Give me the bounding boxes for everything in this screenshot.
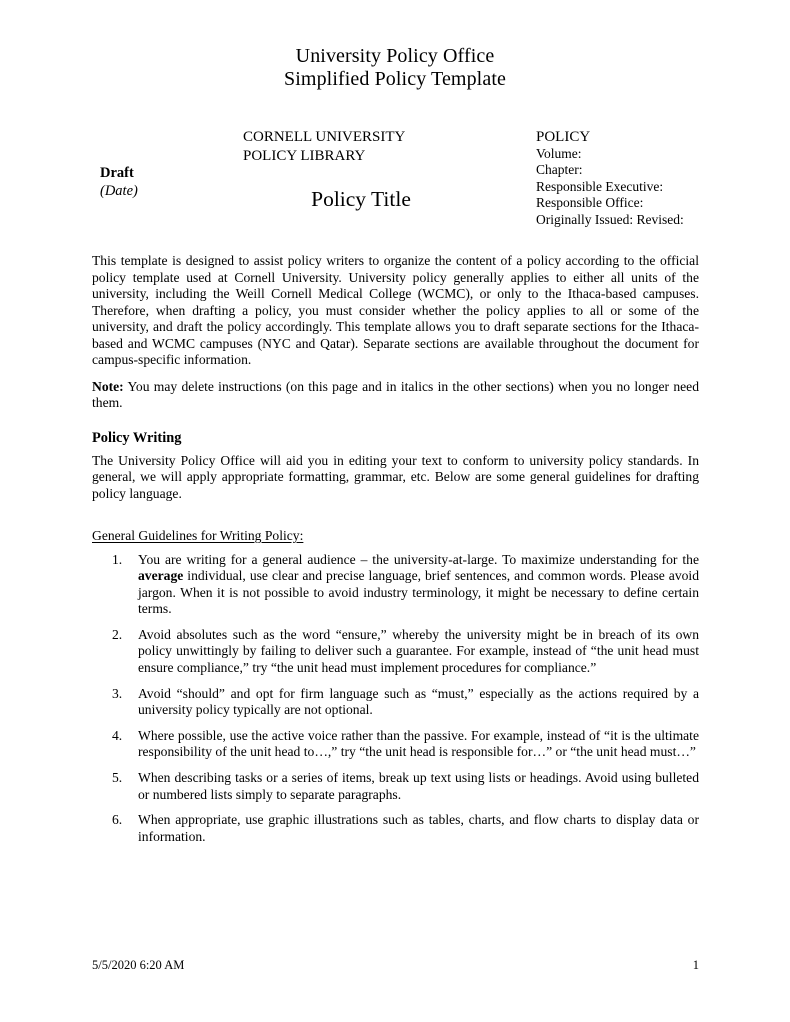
metadata-responsible-executive: Responsible Executive: — [536, 178, 664, 194]
document-body — [92, 253, 699, 845]
document-title-line-2: Simplified Policy Template — [284, 68, 506, 90]
guideline-item-6 — [92, 812, 699, 845]
policy-metadata-heading: POLICY — [536, 129, 591, 145]
policy-metadata-block — [536, 128, 706, 228]
metadata-originally-issued-revised: Originally Issued: Revised: — [536, 211, 684, 227]
guideline-item-2 — [92, 627, 699, 677]
draft-status-block — [100, 164, 138, 200]
guideline-item-5 — [92, 770, 699, 803]
metadata-responsible-office: Responsible Office: — [536, 195, 644, 211]
guideline-item-3 — [92, 686, 699, 719]
guideline-text: Where possible, use the active voice rather than the passive. For example, instead of “it is the ultimate responsibility of the unit head to…,” try “the unit head is responsible for…” or “the unit head must…” — [138, 727, 699, 760]
library-line-cornell-university: CORNELL UNIVERSITY — [243, 129, 406, 145]
section-heading-policy-writing: Policy Writing — [92, 429, 182, 446]
guideline-bold-term: average — [138, 568, 184, 584]
guideline-text-after-bold: individual, use clear and precise language, brief sentences, and common words. Please avoid jargon. When it is not possible to avoid industry terminology, it might be necessary to define certain terms. — [138, 568, 699, 617]
guidelines-list — [92, 552, 699, 846]
metadata-chapter: Chapter: — [536, 162, 583, 178]
draft-date-placeholder: (Date) — [100, 183, 138, 199]
guideline-text: Avoid absolutes such as the word “ensure,” whereby the university might be in breach of its own policy unwittingly by failing to deliver such a guarantee. For example, instead of “the unit head must ensure compliance,” try “the unit head must implement procedures for compliance.” — [138, 626, 699, 676]
footer-page-number: 1 — [692, 958, 699, 972]
policy-writing-paragraph: The University Policy Office will aid you in editing your text to conform to university policy standards. In general, we will apply appropriate formatting, grammar, etc. Below are some general guidelines for drafting policy language. — [92, 452, 699, 501]
guideline-text: Avoid “should” and opt for firm language such as “must,” especially as the actions required by a university policy typically are not optional. — [138, 685, 699, 718]
note-text: You may delete instructions (on this page and in italics in the other sections) when you no longer need them. — [92, 378, 699, 410]
draft-label: Draft — [100, 165, 134, 181]
library-line-policy-library: POLICY LIBRARY — [243, 148, 366, 164]
intro-paragraph: This template is designed to assist policy writers to organize the content of a policy according to the official policy template used at Cornell University. University policy generally applies to either all units of the university, including the Weill Cornell Medical College (WCMC), or only to the Ithaca-based campuses. Therefore, when drafting a policy, you must consider whether the policy applies to all or some of the university, and draft the policy accordingly. This template allows you to draft separate sections for the Ithaca-based and WCMC campuses (NYC and Qatar). Separate sections are available throughout the document for campus-specific information. — [92, 253, 699, 367]
policy-library-block — [243, 128, 523, 212]
metadata-volume: Volume: — [536, 146, 582, 161]
document-title — [0, 45, 790, 91]
policy-title: Policy Title — [311, 187, 411, 211]
note-paragraph — [92, 379, 699, 412]
note-label: Note: — [92, 378, 124, 394]
page-footer — [92, 958, 699, 973]
document-title-line-1: University Policy Office — [295, 45, 495, 67]
guidelines-heading — [92, 528, 699, 545]
guideline-text: When appropriate, use graphic illustrations such as tables, charts, and flow charts to display data or information. — [138, 812, 699, 844]
footer-timestamp: 5/5/2020 6:20 AM — [92, 958, 185, 972]
guideline-text-before-bold: You are writing for a general audience – the university-at-large. To maximize understanding for the — [138, 551, 699, 567]
guidelines-heading-text: General Guidelines for Writing Policy: — [92, 528, 304, 543]
document-header-band — [92, 128, 702, 228]
guideline-item-4 — [92, 728, 699, 761]
guideline-text: When describing tasks or a series of items, break up text using lists or headings. Avoid using bulleted or numbered lists simply to separate paragraphs. — [138, 770, 699, 802]
guideline-item-1 — [92, 552, 699, 618]
